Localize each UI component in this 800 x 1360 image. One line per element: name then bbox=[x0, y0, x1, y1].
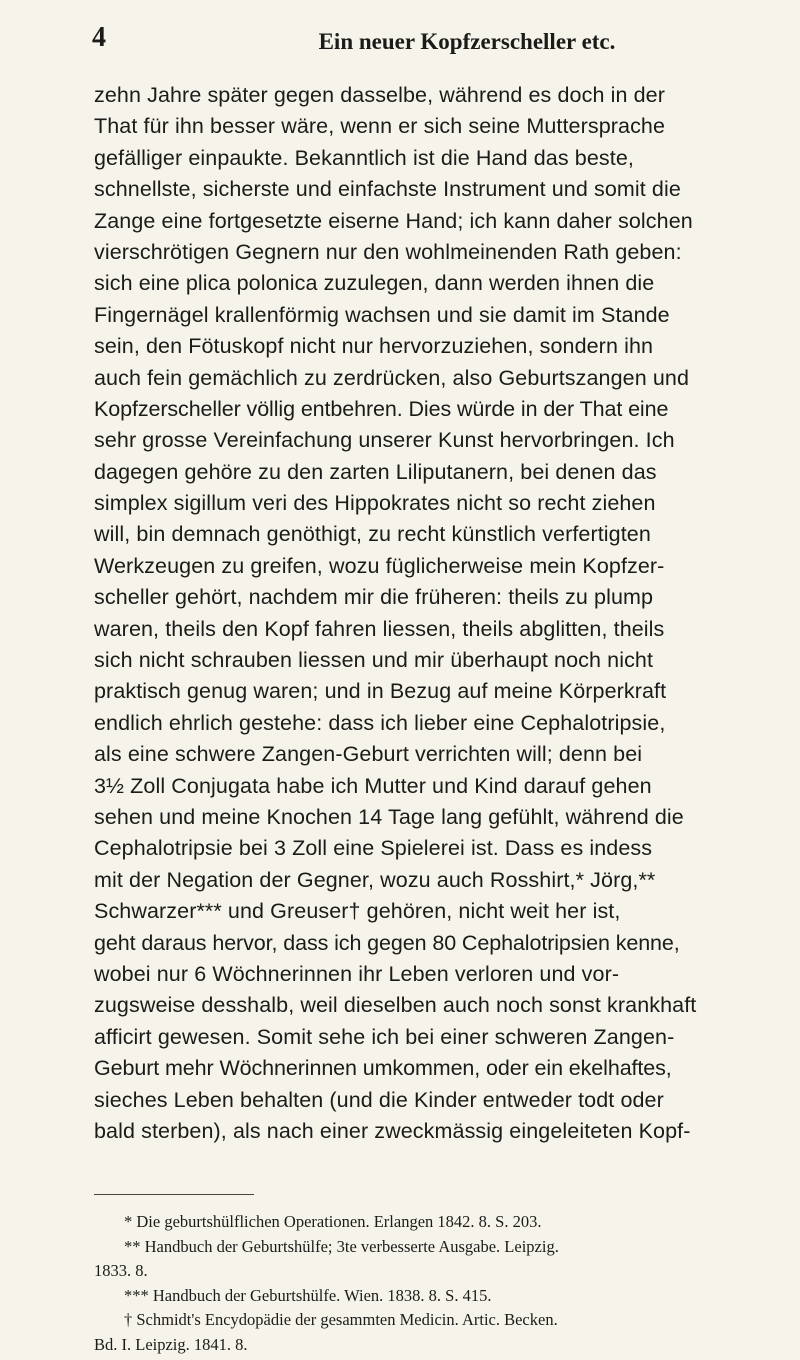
text-line: Kopfzerscheller völlig entbehren. Dies würde in der That eine bbox=[94, 396, 669, 421]
page-number: 4 bbox=[92, 22, 106, 53]
text-line: sehr grosse Vereinfachung unserer Kunst hervorbringen. Ich bbox=[94, 428, 675, 453]
footnote: * Die geburtshülflichen Operationen. Erlangen 1842. 8. S. 203. bbox=[124, 1212, 542, 1231]
text-line: auch fein gemächlich zu zerdrücken, also Geburtszangen und bbox=[94, 365, 690, 390]
text-line: afficirt gewesen. Somit sehe ich bei einer schweren Zangen- bbox=[94, 1024, 675, 1049]
text-line: zugsweise desshalb, weil dieselben auch noch sonst krankhaft bbox=[94, 993, 697, 1018]
footnote: *** Handbuch der Geburtshülfe. Wien. 1838. 8. S. 415. bbox=[124, 1285, 492, 1305]
text-line: zehn Jahre später gegen dasselbe, während es doch in der bbox=[94, 83, 665, 107]
footnote-continuation: Bd. I. Leipzig. 1841. 8. bbox=[94, 1334, 248, 1354]
text-line: sein, den Fötuskopf nicht nur hervorzuziehen, sondern ihn bbox=[94, 334, 654, 359]
text-line: waren, theils den Kopf fahren liessen, theils abglitten, theils bbox=[94, 616, 665, 641]
text-line: sieches Leben behalten (und die Kinder entweder todt oder bbox=[94, 1087, 664, 1112]
text-line: endlich ehrlich gestehe: dass ich lieber eine Cephalotripsie, bbox=[94, 710, 666, 735]
text-line: bald sterben), als nach einer zweckmässig eingeleiteten Kopf- bbox=[94, 1118, 691, 1143]
text-line: sich nicht schrauben liessen und mir überhaupt noch nicht bbox=[94, 648, 654, 673]
text-line: Werkzeugen zu greifen, wozu füglicherweise mein Kopfzer- bbox=[94, 553, 665, 578]
running-title: Ein neuer Kopfzerscheller etc. bbox=[318, 29, 616, 54]
footnote-continuation: 1833. 8. bbox=[94, 1261, 148, 1280]
text-line: Fingernägel krallenförmig wachsen und sie damit im Stande bbox=[94, 302, 670, 327]
text-line: That für ihn besser wäre, wenn er sich seine Muttersprache bbox=[94, 114, 666, 139]
text-line: scheller gehört, nachdem mir die früheren: theils zu plump bbox=[94, 585, 654, 610]
text-line: schnellste, sicherste und einfachste Instrument und somit die bbox=[94, 177, 681, 202]
text-line: mit der Negation der Gegner, wozu auch Rosshirt,* Jörg,** bbox=[94, 867, 656, 892]
footnote: ** Handbuch der Geburtshülfe; 3te verbesserte Ausgabe. Leipzig. bbox=[124, 1236, 559, 1256]
text-line: will, bin demnach genöthigt, zu recht künstlich verfertigten bbox=[94, 522, 651, 547]
main-text bbox=[94, 80, 788, 1147]
text-line: sehen und meine Knochen 14 Tage lang gefühlt, während die bbox=[94, 804, 684, 829]
text-line: praktisch genug waren; und in Bezug auf meine Körperkraft bbox=[94, 679, 667, 704]
text-line: wobei nur 6 Wöchnerinnen ihr Leben verloren und vor- bbox=[94, 961, 620, 986]
footnote-divider bbox=[94, 1194, 254, 1195]
text-line: geht daraus hervor, dass ich gegen 80 Cephalotripsien kenne, bbox=[94, 930, 680, 955]
text-line: Zange eine fortgesetzte eiserne Hand; ich kann daher solchen bbox=[94, 208, 693, 233]
text-line: Schwarzer*** und Greuser† gehören, nicht weit her ist, bbox=[94, 899, 621, 924]
text-line: als eine schwere Zangen-Geburt verrichten will; denn bei bbox=[94, 742, 643, 767]
page-header bbox=[92, 22, 782, 62]
text-line: sich eine plica polonica zuzulegen, dann werden ihnen die bbox=[94, 271, 655, 296]
text-line: Geburt mehr Wöchnerinnen umkommen, oder ein ekelhaftes, bbox=[94, 1056, 672, 1081]
text-line: 3½ Zoll Conjugata habe ich Mutter und Kind darauf gehen bbox=[94, 773, 652, 798]
footnotes bbox=[94, 1210, 788, 1357]
footnote: † Schmidt's Encydopädie der gesammten Medicin. Artic. Becken. bbox=[124, 1310, 558, 1329]
text-line: gefälliger einpaukte. Bekanntlich ist die Hand das beste, bbox=[94, 145, 634, 170]
text-line: Cephalotripsie bei 3 Zoll eine Spielerei ist. Dass es indess bbox=[94, 836, 653, 861]
text-line: simplex sigillum veri des Hippokrates nicht so recht ziehen bbox=[94, 491, 656, 516]
text-line: vierschrötigen Gegnern nur den wohlmeinenden Rath geben: bbox=[94, 239, 682, 264]
text-line: dagegen gehöre zu den zarten Liliputanern, bei denen das bbox=[94, 459, 657, 484]
